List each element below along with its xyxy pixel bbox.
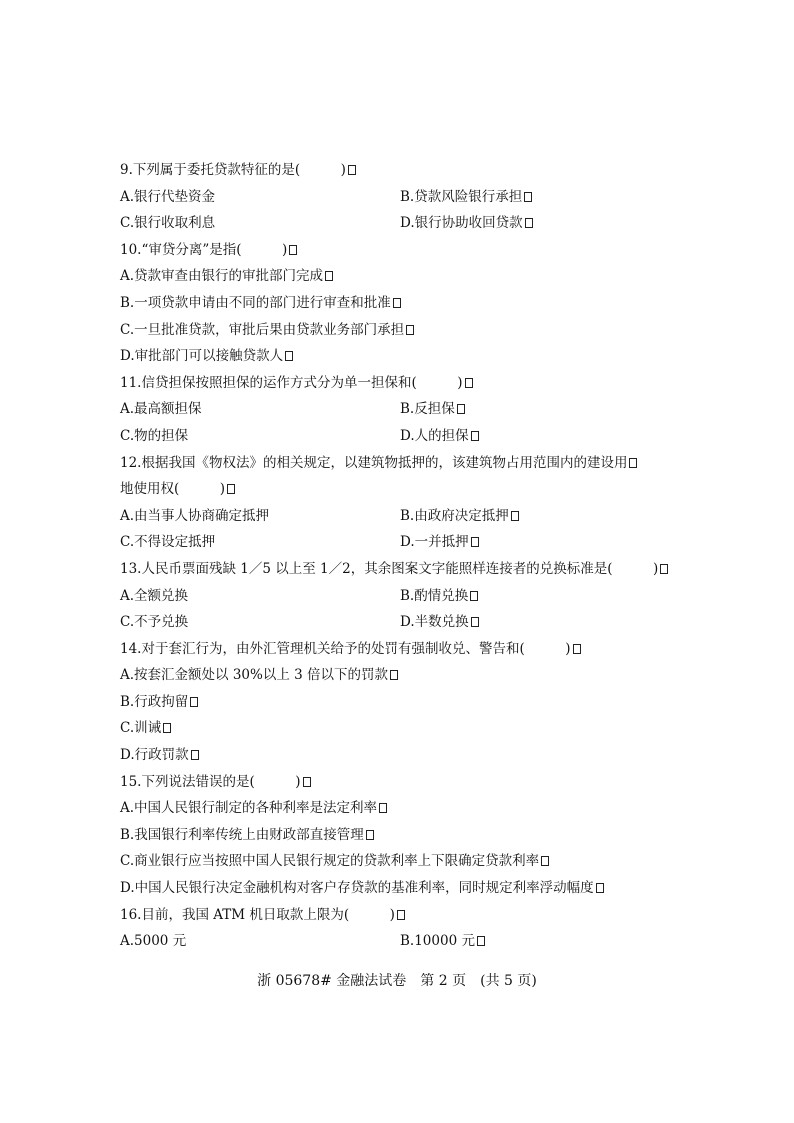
line-end-mark-icon	[573, 644, 581, 654]
option-text: D.半数兑换	[400, 614, 469, 631]
line-end-mark-icon	[190, 697, 198, 707]
option-text: D.一并抵押	[400, 534, 469, 551]
option	[120, 343, 680, 370]
option	[400, 396, 680, 423]
option-row	[120, 609, 680, 636]
option	[120, 928, 400, 955]
option	[120, 715, 680, 742]
option-text: D.人的担保	[400, 427, 469, 444]
option-text: C.银行收取利息	[120, 215, 216, 232]
question-stem	[120, 769, 680, 796]
question-stem	[120, 450, 680, 477]
option-row	[120, 928, 680, 955]
line-end-mark-icon	[541, 856, 549, 866]
option-text: A.最高额担保	[120, 401, 202, 418]
line-end-mark-icon	[465, 378, 473, 388]
line-end-mark-icon	[457, 404, 465, 414]
question	[120, 636, 680, 769]
question-stem-text: 14.对于套汇行为，由外汇管理机关给予的处罚有强制收兑、警告和( )	[120, 640, 571, 657]
option-text: B.一项贷款申请由不同的部门进行审查和批准	[120, 294, 391, 311]
line-end-mark-icon	[289, 245, 297, 255]
line-end-mark-icon	[325, 271, 333, 281]
line-end-mark-icon	[406, 325, 414, 335]
line-end-mark-icon	[660, 564, 668, 574]
option	[120, 848, 680, 875]
question-stem	[120, 636, 680, 663]
question-stem-text: 地使用权( )	[120, 481, 226, 498]
question-stem-text: 12.根据我国《物权法》的相关规定，以建筑物抵押的，该建筑物占用范围内的建设用	[120, 454, 628, 471]
option-text: B.行政拘留	[120, 693, 189, 710]
option	[120, 423, 400, 450]
option	[400, 503, 680, 530]
option-text: A.5000 元	[120, 933, 187, 950]
question	[120, 237, 680, 370]
line-end-mark-icon	[397, 910, 405, 920]
option	[120, 396, 400, 423]
option	[120, 609, 400, 636]
line-end-mark-icon	[596, 883, 604, 893]
line-end-mark-icon	[471, 431, 479, 441]
question	[120, 556, 680, 636]
option	[400, 529, 680, 556]
option-text: A.全额兑换	[120, 587, 189, 604]
question-stem-text: 13.人民币票面残缺 1／5 以上至 1／2，其余图案文字能照样连接者的兑换标准是( )	[120, 560, 659, 577]
option	[400, 423, 680, 450]
option-text: B.反担保	[400, 401, 455, 418]
option-row	[120, 423, 680, 450]
option-text: C.不予兑换	[120, 614, 189, 631]
option-row	[120, 184, 680, 211]
option	[120, 317, 680, 344]
line-end-mark-icon	[191, 750, 199, 760]
line-end-mark-icon	[471, 617, 479, 627]
page-footer: 浙 05678# 金融法试卷 第 2 页 (共 5 页)	[257, 973, 537, 989]
option-text: B.由政府决定抵押	[400, 507, 509, 524]
option	[120, 184, 400, 211]
question-list	[120, 157, 680, 955]
option-text: D.银行协助收回贷款	[400, 215, 523, 232]
question-stem	[120, 237, 680, 264]
question	[120, 769, 680, 902]
option-text: D.中国人民银行决定金融机构对客户存贷款的基准利率，同时规定利率浮动幅度	[120, 880, 594, 897]
option-text: A.中国人民银行制定的各种利率是法定利率	[120, 800, 378, 817]
option-text: B.我国银行利率传统上由财政部直接管理	[120, 826, 364, 843]
line-end-mark-icon	[227, 484, 235, 494]
line-end-mark-icon	[629, 458, 637, 468]
line-end-mark-icon	[525, 218, 533, 228]
option-text: D.审批部门可以接触贷款人	[120, 348, 284, 365]
option	[120, 795, 680, 822]
question-stem	[120, 902, 680, 929]
question	[120, 450, 680, 556]
option-row	[120, 503, 680, 530]
option-text: B.贷款风险银行承担	[400, 188, 523, 205]
line-end-mark-icon	[366, 830, 374, 840]
line-end-mark-icon	[390, 670, 398, 680]
line-end-mark-icon	[379, 803, 387, 813]
option-text: C.一旦批准贷款，审批后果由贷款业务部门承担	[120, 321, 405, 338]
option	[120, 583, 400, 610]
option-text: A.贷款审查由银行的审批部门完成	[120, 268, 324, 285]
option	[400, 928, 680, 955]
line-end-mark-icon	[511, 511, 519, 521]
option-row	[120, 396, 680, 423]
option	[120, 742, 680, 769]
option-text: C.训诫	[120, 720, 162, 737]
line-end-mark-icon	[303, 777, 311, 787]
line-end-mark-icon	[163, 723, 171, 733]
option	[120, 875, 680, 902]
option	[400, 609, 680, 636]
option-text: C.物的担保	[120, 427, 189, 444]
question-stem-text: 9.下列属于委托贷款特征的是( )	[120, 162, 346, 178]
option	[400, 583, 680, 610]
option-text: B.10000 元	[400, 933, 475, 950]
question	[120, 370, 680, 450]
question-stem	[120, 370, 680, 397]
option	[120, 210, 400, 237]
option	[120, 503, 400, 530]
option-row	[120, 529, 680, 556]
question-stem-text: 16.目前，我国 ATM 机日取款上限为( )	[120, 906, 395, 923]
question	[120, 902, 680, 955]
option-text: A.按套汇金额处以 30%以上 3 倍以下的罚款	[120, 667, 389, 684]
option-text: A.由当事人协商确定抵押	[120, 507, 270, 524]
question-stem	[120, 556, 680, 583]
line-end-mark-icon	[393, 298, 401, 308]
option	[400, 210, 680, 237]
option	[120, 290, 680, 317]
line-end-mark-icon	[524, 192, 532, 202]
option-text: A.银行代垫资金	[120, 188, 216, 205]
line-end-mark-icon	[285, 351, 293, 361]
option	[120, 689, 680, 716]
option-text: B.酌情兑换	[400, 587, 469, 604]
option-text: C.商业银行应当按照中国人民银行规定的贷款利率上下限确定贷款利率	[120, 853, 540, 870]
option	[120, 529, 400, 556]
question-stem	[120, 476, 680, 503]
line-end-mark-icon	[471, 537, 479, 547]
line-end-mark-icon	[348, 165, 356, 175]
option	[120, 822, 680, 849]
option-row	[120, 210, 680, 237]
option	[120, 662, 680, 689]
question	[120, 157, 680, 237]
option-text: D.行政罚款	[120, 747, 189, 764]
line-end-mark-icon	[470, 591, 478, 601]
question-stem-text: 10.“审贷分离”是指( )	[120, 241, 288, 258]
option-row	[120, 583, 680, 610]
line-end-mark-icon	[477, 936, 485, 946]
question-stem-text: 11.信贷担保按照担保的运作方式分为单一担保和( )	[120, 374, 463, 391]
option	[400, 184, 680, 211]
question-stem-text: 15.下列说法错误的是( )	[120, 773, 301, 790]
option	[120, 263, 680, 290]
option-text: C.不得设定抵押	[120, 534, 216, 551]
question-stem	[120, 157, 680, 184]
